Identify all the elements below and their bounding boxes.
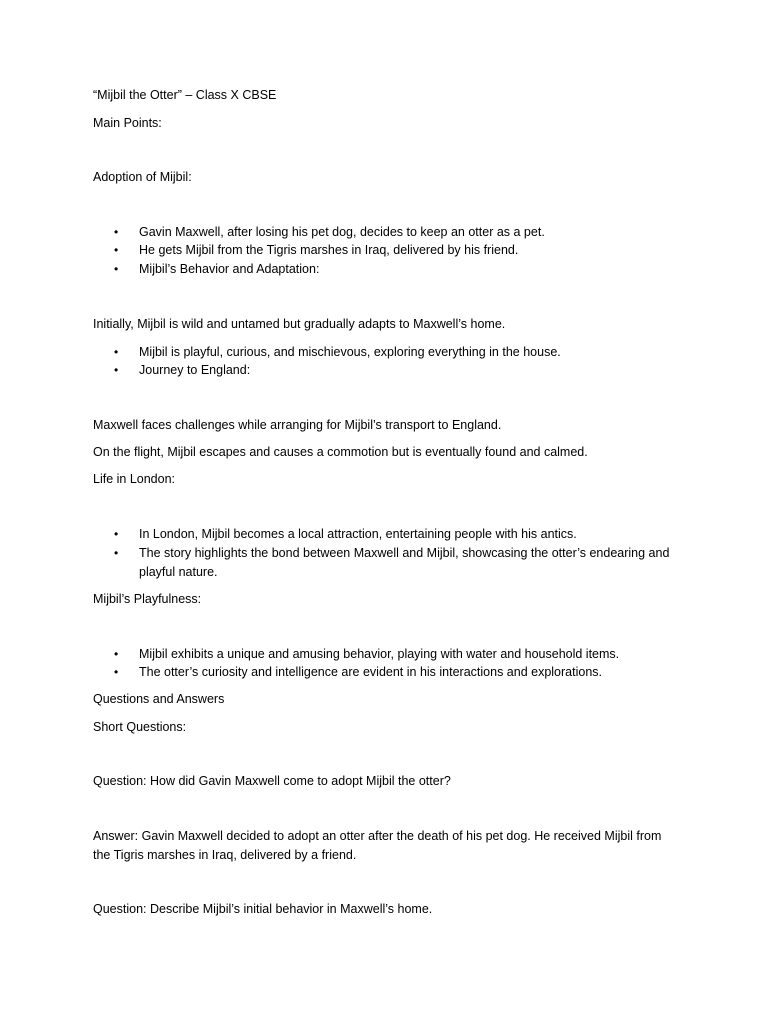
question-1: Question: How did Gavin Maxwell come to adopt Mijbil the otter? — [93, 774, 451, 788]
list-item-text: Mijbil’s Behavior and Adaptation: — [139, 262, 320, 276]
london-heading: Life in London: — [93, 472, 176, 486]
list-item — [114, 663, 684, 682]
journey-paragraph-2: On the flight, Mijbil escapes and causes a commotion but is eventually found and calmed. — [93, 445, 588, 459]
answer-1: Answer: Gavin Maxwell decided to adopt an otter after the death of his pet dog. He received Mijbil from the Tigris marshes in Iraq, delivered by a friend. — [93, 829, 662, 862]
question-2: Question: Describe Mijbil’s initial behavior in Maxwell’s home. — [93, 902, 433, 916]
list-item-text: Gavin Maxwell, after losing his pet dog, decides to keep an otter as a pet. — [139, 225, 545, 239]
bullet-icon: • — [114, 665, 119, 679]
bullet-icon: • — [114, 262, 119, 276]
list-item-text: Mijbil exhibits a unique and amusing behavior, playing with water and household items. — [139, 647, 620, 661]
list-item-text: Mijbil is playful, curious, and mischievous, exploring everything in the house. — [139, 345, 561, 359]
journey-paragraph-1: Maxwell faces challenges while arranging for Mijbil’s transport to England. — [93, 418, 502, 432]
list-item — [114, 343, 684, 362]
adoption-heading: Adoption of Mijbil: — [93, 170, 192, 184]
list-item-text: In London, Mijbil becomes a local attraction, entertaining people with his antics. — [139, 527, 577, 541]
list-item-text: He gets Mijbil from the Tigris marshes in Iraq, delivered by his friend. — [139, 243, 519, 257]
list-item — [114, 645, 684, 664]
list-item — [114, 525, 684, 544]
document-title: “Mijbil the Otter” – Class X CBSE — [93, 88, 277, 102]
list-item — [114, 223, 684, 242]
playfulness-heading: Mijbil’s Playfulness: — [93, 592, 202, 606]
list-item — [114, 544, 684, 581]
list-item — [114, 361, 684, 380]
list-item — [114, 241, 684, 260]
bullet-icon: • — [114, 243, 119, 257]
list-item-text: Journey to England: — [139, 363, 251, 377]
list-item-text: The otter’s curiosity and intelligence are evident in his interactions and explorations. — [139, 665, 602, 679]
short-questions-heading: Short Questions: — [93, 720, 187, 734]
bullet-icon: • — [114, 546, 119, 560]
bullet-icon: • — [114, 647, 119, 661]
bullet-icon: • — [114, 363, 119, 377]
main-points-heading: Main Points: — [93, 116, 162, 130]
bullet-icon: • — [114, 345, 119, 359]
list-item — [114, 260, 684, 279]
behavior-paragraph: Initially, Mijbil is wild and untamed but gradually adapts to Maxwell’s home. — [93, 317, 506, 331]
list-item-text: The story highlights the bond between Maxwell and Mijbil, showcasing the otter’s endearing and playful nature. — [139, 546, 670, 579]
bullet-icon: • — [114, 225, 119, 239]
bullet-icon: • — [114, 527, 119, 541]
qa-heading: Questions and Answers — [93, 692, 225, 706]
